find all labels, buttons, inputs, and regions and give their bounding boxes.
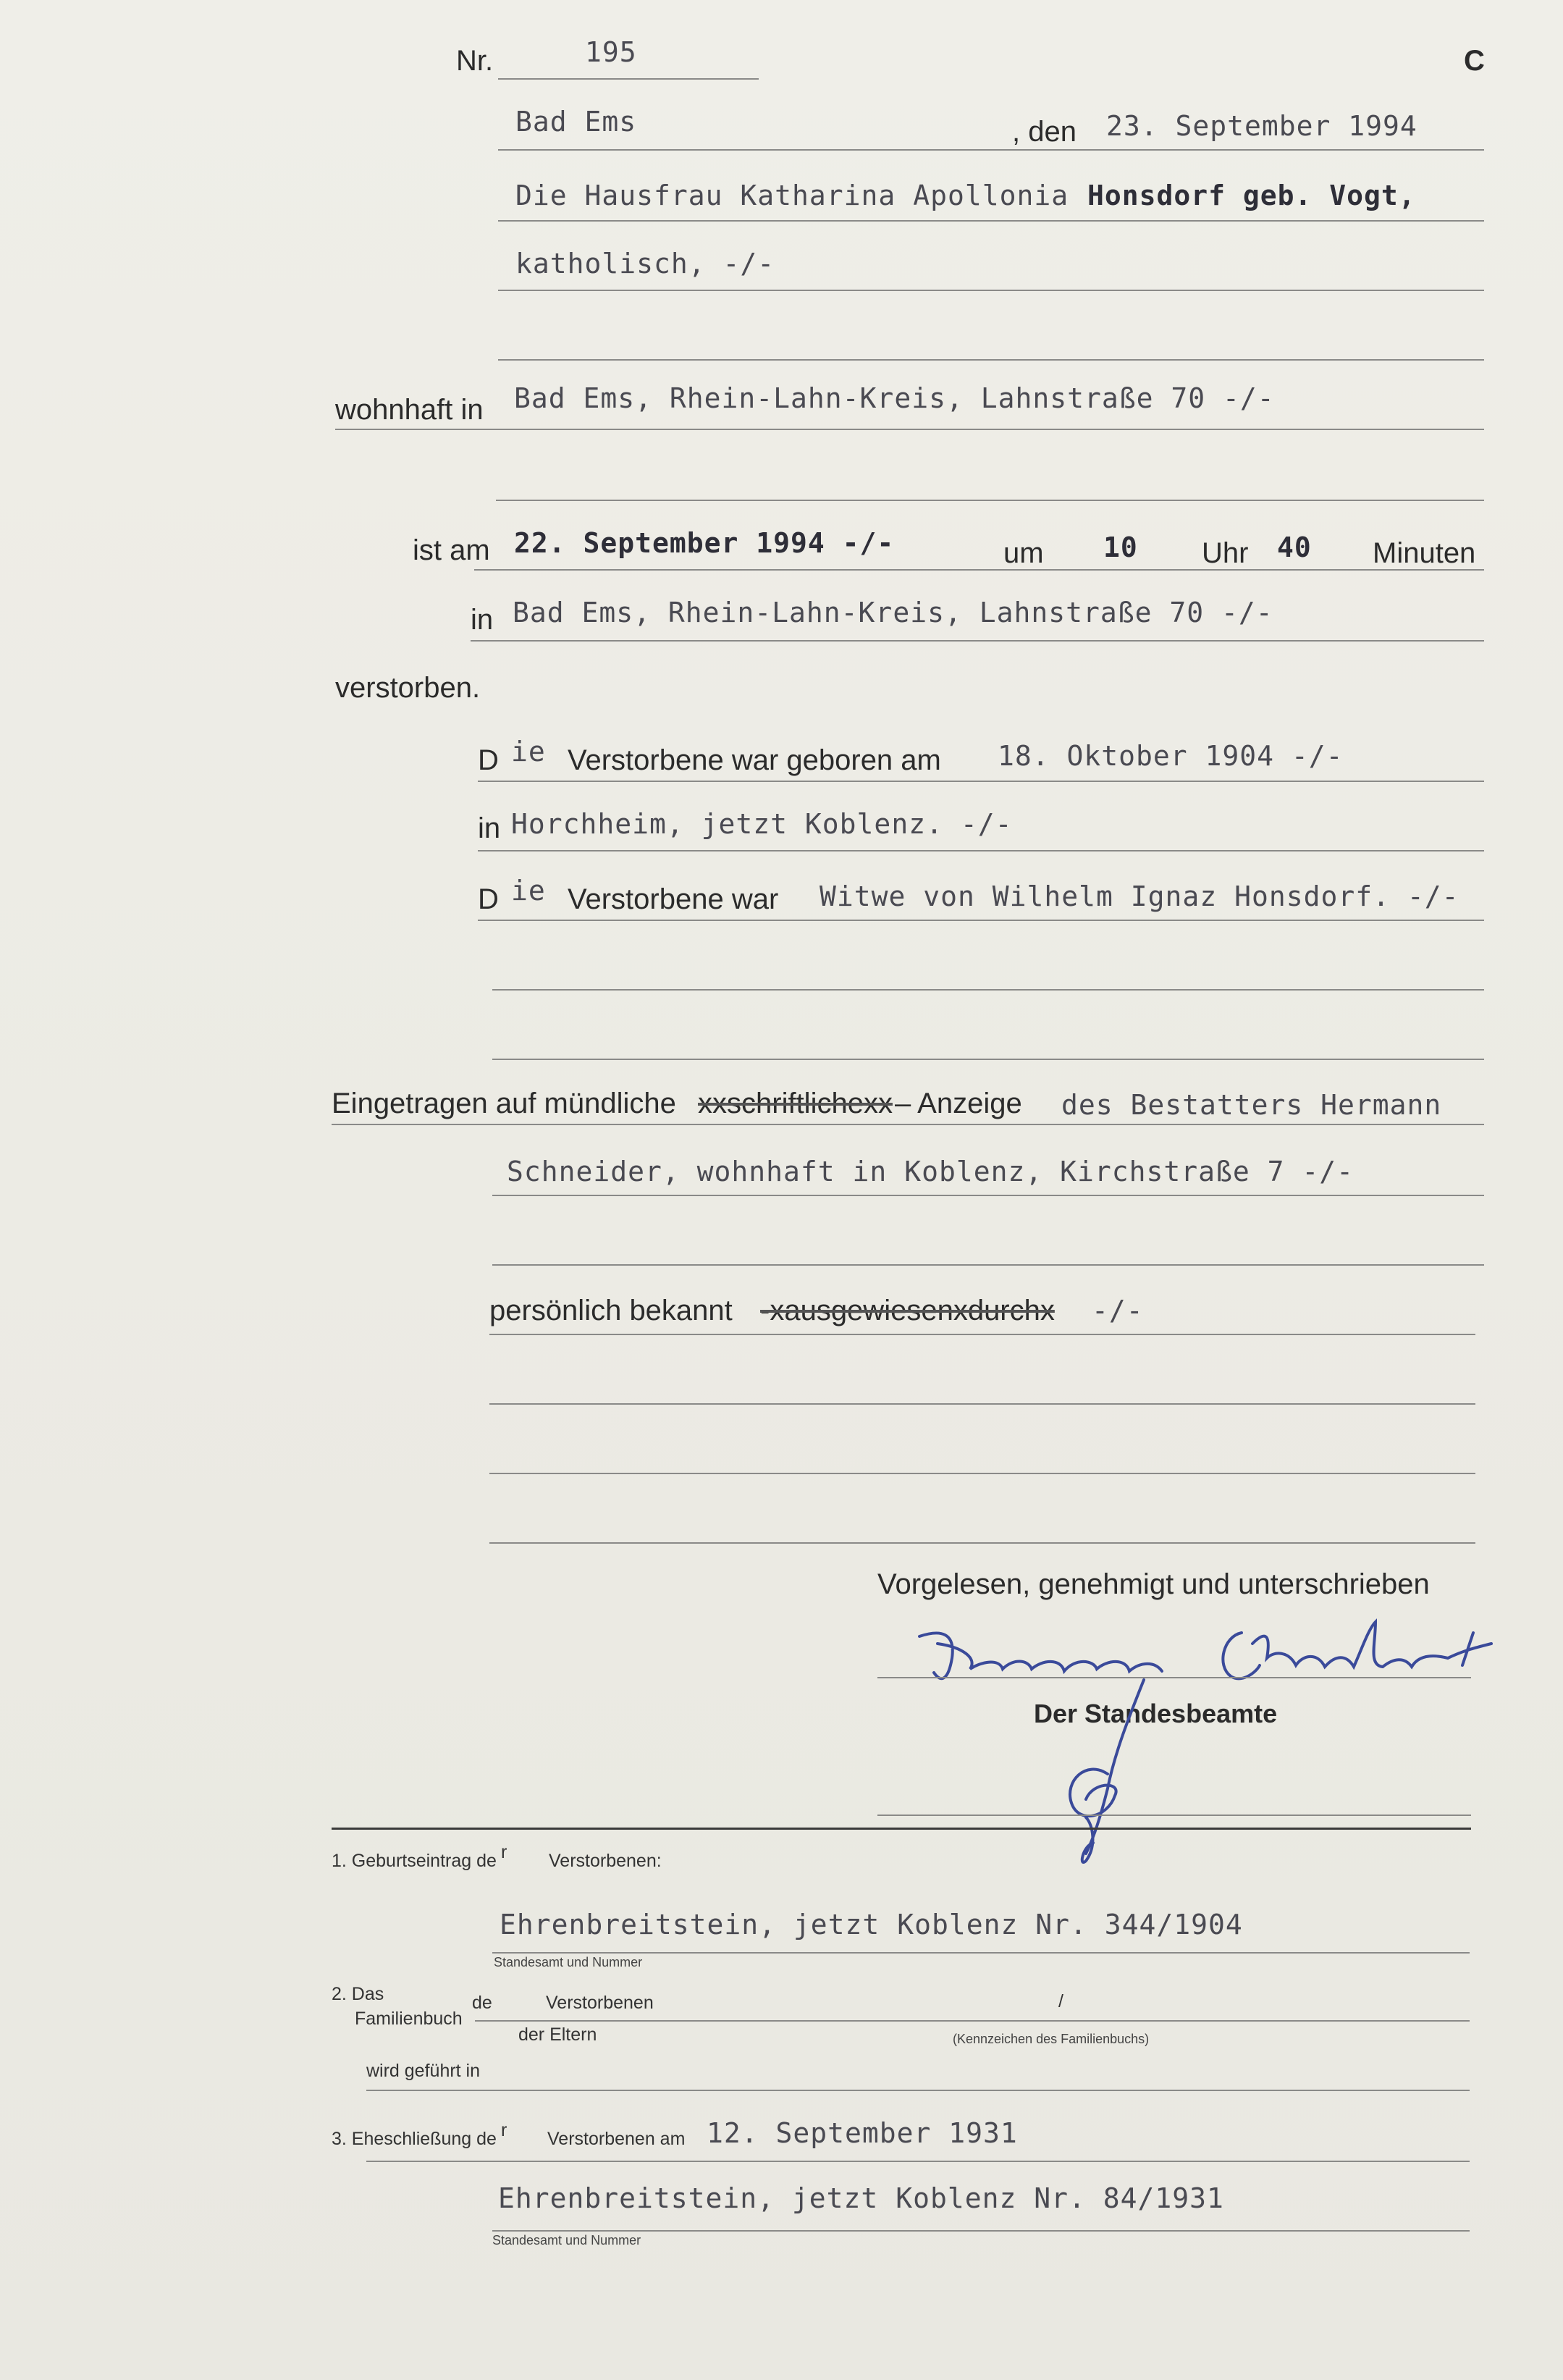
item2-wird: wird geführt in bbox=[366, 2061, 481, 2081]
residence-line bbox=[335, 429, 1484, 430]
item2-label-b: Familienbuch bbox=[355, 2009, 463, 2029]
um-label: um bbox=[1003, 537, 1044, 569]
registration-struck: xxschriftlichexx bbox=[698, 1088, 893, 1119]
nr-label: Nr. bbox=[456, 45, 494, 77]
death-place: Bad Ems, Rhein-Lahn-Kreis, Lahnstraße 70 -/- bbox=[513, 597, 1273, 628]
marital-value: Witwe von Wilhelm Ignaz Honsdorf. -/- bbox=[820, 880, 1459, 912]
item3-label: 3. Eheschließung de bbox=[332, 2129, 497, 2149]
item2-line2 bbox=[366, 2090, 1470, 2091]
birth-line bbox=[478, 781, 1484, 782]
death-hour: 10 bbox=[1103, 531, 1138, 563]
item3-line1 bbox=[366, 2161, 1470, 2162]
nr-line bbox=[498, 78, 759, 80]
identity-line3 bbox=[489, 1473, 1475, 1474]
identity-line2 bbox=[489, 1403, 1475, 1405]
birth-in-label: in bbox=[478, 812, 501, 844]
identity-line1 bbox=[489, 1334, 1475, 1335]
informant-signature-line bbox=[877, 1677, 1471, 1678]
marital-d-label: D bbox=[478, 883, 499, 915]
item1-suffix: r bbox=[501, 1842, 507, 1862]
official-signature bbox=[1042, 1673, 1158, 1875]
item1-caption: Standesamt und Nummer bbox=[494, 1955, 643, 1969]
identity-value: -/- bbox=[1092, 1295, 1144, 1326]
birth-d-suffix: ie bbox=[511, 736, 546, 768]
marital-line2 bbox=[492, 989, 1484, 991]
registration-line3 bbox=[492, 1264, 1484, 1266]
death-in-label: in bbox=[471, 604, 494, 636]
person-surname: Honsdorf geb. Vogt, bbox=[1087, 180, 1416, 211]
death-place-line bbox=[471, 640, 1484, 642]
official-label: Der Standesbeamte bbox=[1034, 1699, 1278, 1728]
nr-value: 195 bbox=[585, 36, 637, 68]
verstorben-label: verstorben. bbox=[335, 672, 481, 704]
marital-line3 bbox=[492, 1059, 1484, 1060]
item2-opt2: der Eltern bbox=[518, 2024, 597, 2045]
registration-label-b: – Anzeige bbox=[895, 1088, 1022, 1119]
item2-opt1: Verstorbenen bbox=[546, 1993, 654, 2013]
registration-value2: Schneider, wohnhaft in Koblenz, Kirchstraße 7 -/- bbox=[507, 1156, 1355, 1187]
item2-line1 bbox=[475, 2020, 1470, 2022]
item2-de: de bbox=[472, 1993, 492, 2013]
person-line-rule3 bbox=[498, 359, 1484, 361]
footer-divider bbox=[332, 1828, 1471, 1830]
ist-am-label: ist am bbox=[413, 534, 490, 566]
marital-line bbox=[478, 920, 1484, 921]
item1-line bbox=[492, 1952, 1470, 1954]
place-date-line bbox=[498, 149, 1484, 151]
residence-line2 bbox=[496, 500, 1484, 501]
marital-text: Verstorbene war bbox=[568, 883, 779, 915]
den-label: , den bbox=[1012, 116, 1077, 148]
death-line bbox=[474, 569, 1484, 571]
identity-label: persönlich bekannt bbox=[489, 1295, 733, 1326]
death-minutes: 40 bbox=[1277, 531, 1312, 563]
marital-d-suffix: ie bbox=[511, 875, 546, 907]
uhr-label: Uhr bbox=[1202, 537, 1249, 569]
item3-date: 12. September 1931 bbox=[707, 2117, 1018, 2149]
item3-value: Ehrenbreitstein, jetzt Koblenz Nr. 84/1931 bbox=[498, 2182, 1224, 2214]
identity-struck: -xausgewiesenxdurchx bbox=[760, 1295, 1055, 1326]
birth-date: 18. Oktober 1904 -/- bbox=[998, 740, 1344, 772]
person-line-rule1 bbox=[498, 220, 1484, 222]
item2-slash: / bbox=[1058, 1991, 1063, 2011]
birth-text: Verstorbene war geboren am bbox=[568, 744, 941, 776]
residence-label: wohnhaft in bbox=[335, 394, 484, 426]
item1-value: Ehrenbreitstein, jetzt Koblenz Nr. 344/1904 bbox=[500, 1909, 1243, 1940]
birth-place-line bbox=[478, 850, 1484, 851]
item2-label-a: 2. Das bbox=[332, 1984, 384, 2004]
item3-tail: Verstorbenen am bbox=[547, 2129, 686, 2149]
item1-label: 1. Geburtseintrag de bbox=[332, 1851, 497, 1871]
place-value: Bad Ems bbox=[515, 106, 637, 138]
person-line-rule2 bbox=[498, 290, 1484, 291]
registration-line1 bbox=[332, 1124, 1484, 1125]
item2-caption: (Kennzeichen des Familienbuchs) bbox=[953, 2032, 1150, 2046]
registration-line2 bbox=[492, 1195, 1484, 1196]
residence-value: Bad Ems, Rhein-Lahn-Kreis, Lahnstraße 70 -/- bbox=[514, 382, 1275, 414]
registration-label-a: Eingetragen auf mündliche bbox=[332, 1088, 676, 1119]
official-signature-line bbox=[877, 1815, 1471, 1816]
death-date: 22. September 1994 -/- bbox=[514, 527, 895, 559]
item3-suffix: r bbox=[501, 2120, 507, 2140]
person-line1: Die Hausfrau Katharina Apollonia bbox=[515, 180, 1069, 211]
person-line2: katholisch, -/- bbox=[515, 248, 775, 279]
corner-mark: C bbox=[1464, 45, 1485, 77]
minuten-label: Minuten bbox=[1373, 537, 1476, 569]
item3-caption: Standesamt und Nummer bbox=[492, 2233, 641, 2247]
identity-line4 bbox=[489, 1542, 1475, 1544]
birth-place: Horchheim, jetzt Koblenz. -/- bbox=[511, 808, 1013, 840]
date-value: 23. September 1994 bbox=[1106, 110, 1417, 142]
birth-d-label: D bbox=[478, 744, 499, 776]
informant-signature bbox=[912, 1615, 1535, 1694]
item3-line2 bbox=[492, 2230, 1470, 2232]
item1-tail: Verstorbenen: bbox=[549, 1851, 662, 1871]
read-approved-label: Vorgelesen, genehmigt und unterschrieben bbox=[877, 1568, 1430, 1600]
registration-value1: des Bestatters Hermann bbox=[1061, 1089, 1442, 1121]
